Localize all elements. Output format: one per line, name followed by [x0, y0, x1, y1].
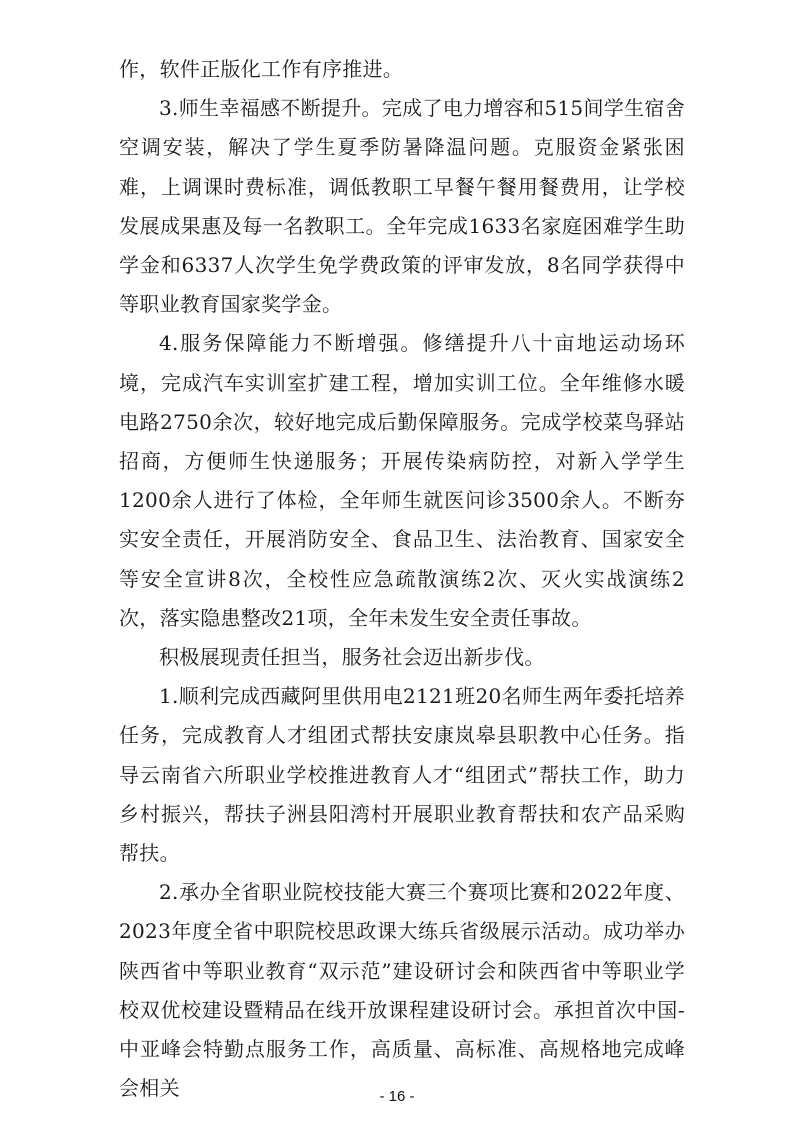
- paragraph-tibet-training: 1.顺利完成西藏阿里供用电2121班20名师生两年委托培养任务，完成教育人才组团式帮扶安康岚皋县职教中心任务。指导云南省六所职业学校推进教育人才“组团式”帮扶工作，助力乡村振兴，帮扶子洲县阳湾村开展职业教育帮扶和农产品采购帮扶。: [119, 684, 685, 866]
- paragraph-social-responsibility-heading: 积极展现责任担当，服务社会迈出新步伐。: [159, 645, 545, 670]
- paragraph-competitions: 2.承办全省职业院校技能大赛三个赛项比赛和2022年度、2023年度全省中职院校思政课大练兵省级展示活动。成功举办陕西省中等职业教育“双示范”建设研讨会和陕西省中等职业学校双优校建设暨精品在线开放课程建设研讨会。承担首次中国-中亚峰会特勤点服务工作，高质量、高标准、高规格地完成峰会相关: [119, 880, 685, 1101]
- paragraph-student-welfare: 3.师生幸福感不断提升。完成了电力增容和515间学生宿舍空调安装，解决了学生夏季防暑降温问题。克服资金紧张困难，上调课时费标准，调低教职工早餐午餐用餐费用，让学校发展成果惠及每一名教职工。全年完成1633名家庭困难学生助学金和6337人次学生免学费政策的评审发放，8名同学获得中等职业教育国家奖学金。: [119, 96, 685, 317]
- page-number: - 16 -: [379, 1088, 415, 1105]
- paragraph-service-support: 4.服务保障能力不断增强。修缮提升八十亩地运动场环境，完成汽车实训室扩建工程，增加实训工位。全年维修水暖电路2750余次，较好地完成后勤保障服务。完成学校菜鸟驿站招商，方便师生快递服务；开展传染病防控，对新入学学生1200余人进行了体检，全年师生就医问诊3500余人。不断夯实安全责任，开展消防安全、食品卫生、法治教育、国家安全等安全宣讲8次，全校性应急疏散演练2次、灭火实战演练2次，落实隐患整改21项，全年未发生安全责任事故。: [119, 331, 685, 630]
- paragraph-continuation: 作，软件正版化工作有序推进。: [119, 57, 404, 81]
- document-body: [119, 50, 685, 1108]
